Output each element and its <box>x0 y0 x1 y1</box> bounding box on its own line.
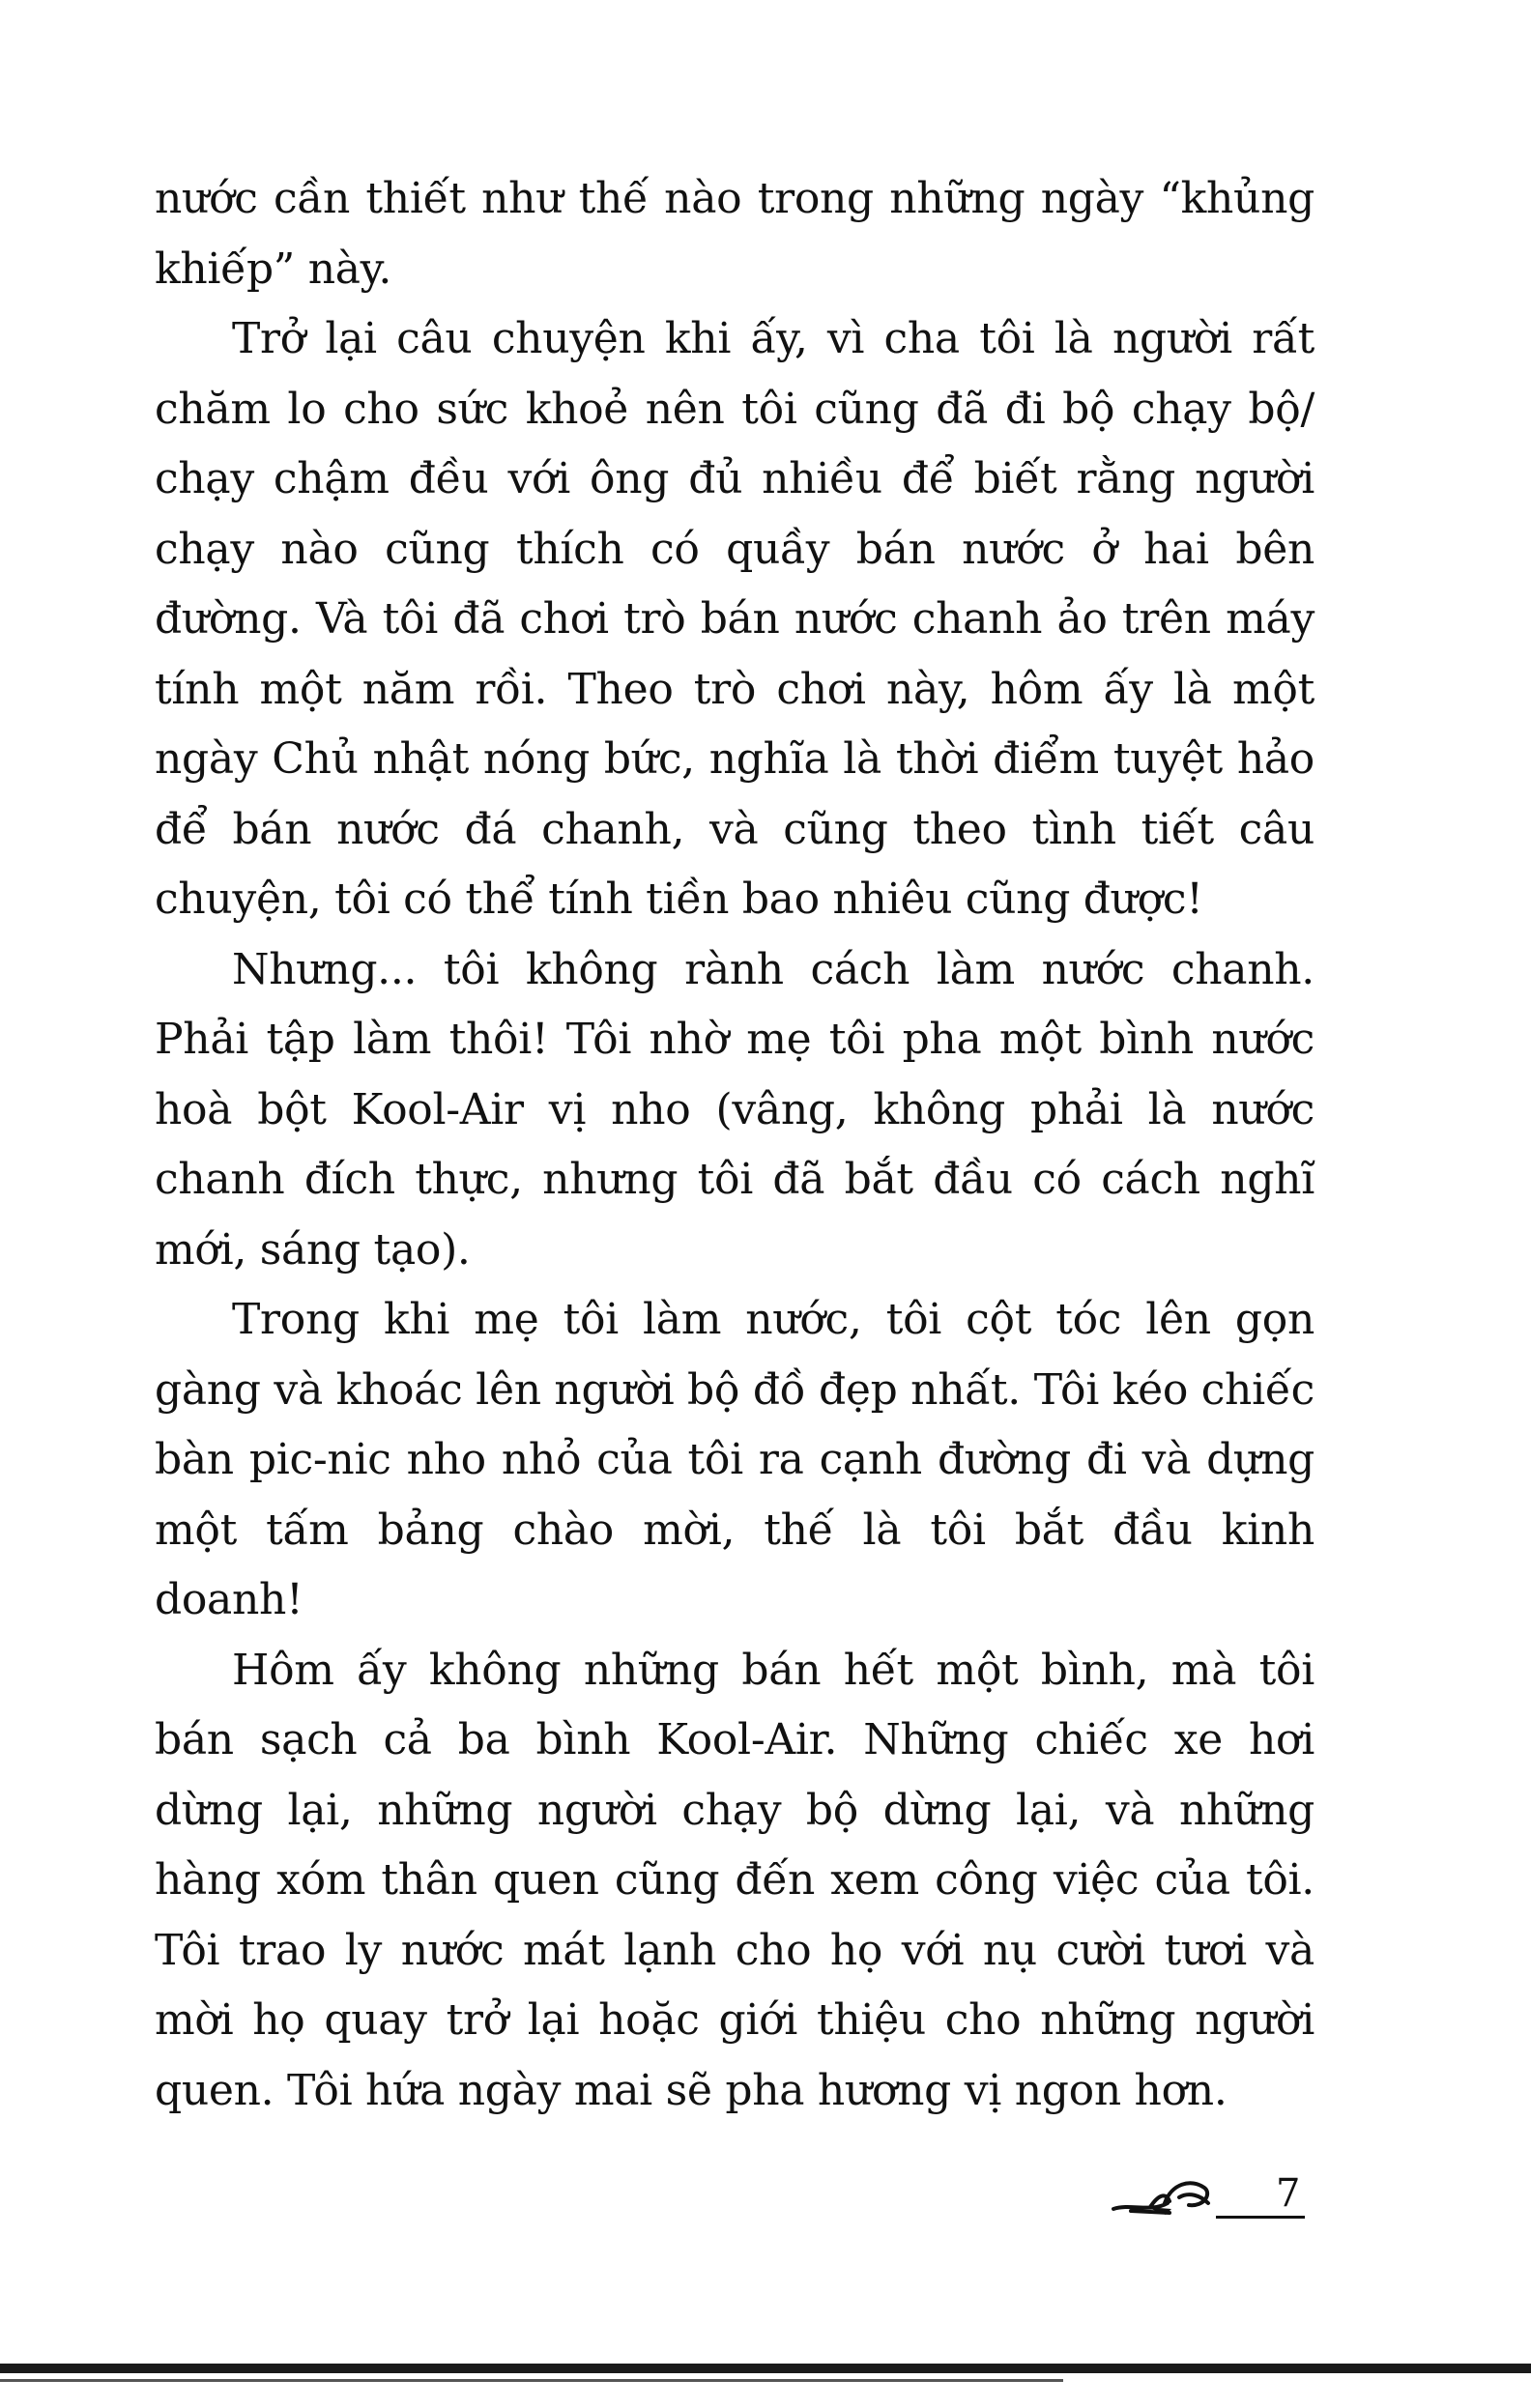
scribble-ornament-icon <box>1112 2174 1228 2222</box>
body-text <box>155 164 1314 2126</box>
paragraph: Nhưng... tôi không rành cách làm nước chanh. Phải tập làm thôi! Tôi nhờ mẹ tôi pha một bình nước hoà bột Kool-Air vị nho (vâng, không phải là nước chanh đích thực, nhưng tôi đã bắt đầu có cách nghĩ mới, sáng tạo). <box>155 944 1314 1275</box>
page-footer <box>1112 2169 1305 2227</box>
paragraph-continuation: nước cần thiết như thế nào trong những ngày “khủng khiếp” này. <box>155 174 1314 294</box>
bottom-border-thin <box>0 2379 1063 2382</box>
bottom-border <box>0 2364 1531 2373</box>
paragraph: Hôm ấy không những bán hết một bình, mà tôi bán sạch cả ba bình Kool-Air. Những chiếc xe hơi dừng lại, những người chạy bộ dừng lại, và những hàng xóm thân quen cũng đến xem công việc của tôi. Tôi trao ly nước mát lạnh cho họ với nụ cười tươi và mời họ quay trở lại hoặc giới thiệu cho những người quen. Tôi hứa ngày mai sẽ pha hương vị ngon hơn. <box>155 1645 1314 2115</box>
page-number: 7 <box>1276 2171 1301 2216</box>
paragraph: Trở lại câu chuyện khi ấy, vì cha tôi là người rất chăm lo cho sức khoẻ nên tôi cũng đã đi bộ chạy bộ/ chạy chậm đều với ông đủ nhiều để biết rằng người chạy nào cũng thích có quầy bán nước ở hai bên đường. Và tôi đã chơi trò bán nước chanh ảo trên máy tính một năm rồi. Theo trò chơi này, hôm ấy là một ngày Chủ nhật nóng bức, nghĩa là thời điểm tuyệt hảo để bán nước đá chanh, và cũng theo tình tiết câu chuyện, tôi có thể tính tiền bao nhiêu cũng được! <box>155 314 1314 924</box>
paragraph: Trong khi mẹ tôi làm nước, tôi cột tóc lên gọn gàng và khoác lên người bộ đồ đẹp nhất. Tôi kéo chiếc bàn pic-nic nho nhỏ của tôi ra cạnh đường đi và dựng một tấm bảng chào mời, thế là tôi bắt đầu kinh doanh! <box>155 1295 1314 1624</box>
